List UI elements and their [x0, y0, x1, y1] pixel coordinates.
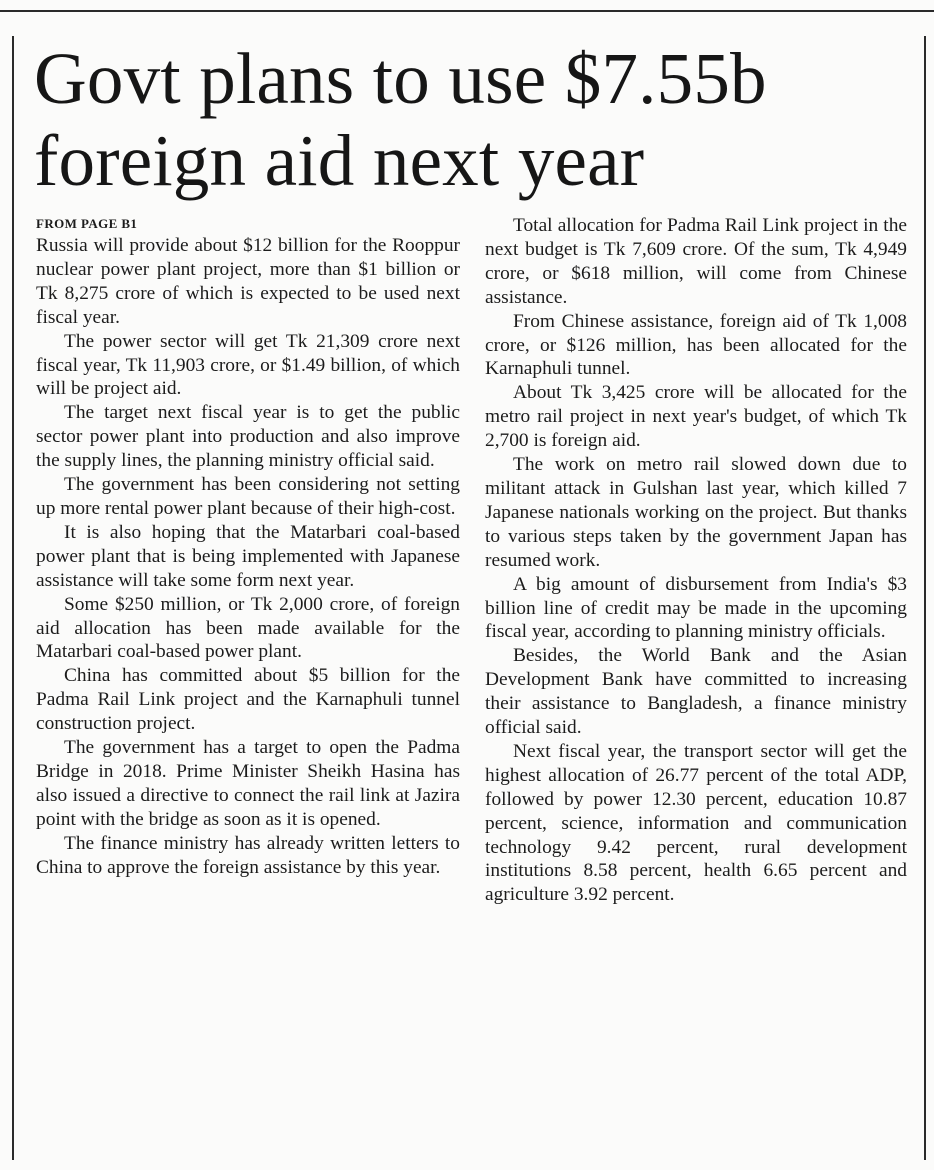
paragraph: The government has a target to open the Padma Bridge in 2018. Prime Minister Sheikh Hasina has also issued a directive to connect the rail link at Jazira point with the bridge as soon as it is opened. [36, 737, 460, 830]
paragraph: Russia will provide about $12 billion for the Rooppur nuclear power plant project, more than $1 billion or Tk 8,275 crore of which is expected to be used next fiscal year. [36, 235, 460, 328]
paragraph: The target next fiscal year is to get the public sector power plant into production and also improve the supply lines, the planning ministry official said. [36, 402, 460, 472]
paragraph: The government has been considering not setting up more rental power plant because of their high-cost. [36, 474, 460, 519]
paragraph: It is also hoping that the Matarbari coal-based power plant that is being implemented with Japanese assistance will take some form next year. [36, 521, 460, 591]
right-column [485, 214, 907, 907]
paragraph: Total allocation for Padma Rail Link project in the next budget is Tk 7,609 crore. Of the sum, Tk 4,949 crore, or $618 million, will come from Chinese assistance. [485, 215, 907, 308]
paragraph: A big amount of disbursement from India's $3 billion line of credit may be made in the upcoming fiscal year, according to planning ministry officials. [485, 573, 907, 643]
paragraph: China has committed about $5 billion for the Padma Rail Link project and the Karnaphuli tunnel construction project. [36, 665, 460, 735]
headline [34, 38, 914, 202]
paragraph: Next fiscal year, the transport sector will get the highest allocation of 26.77 percent of the total ADP, followed by power 12.30 percent, education 10.87 percent, science, information and communication technology 9.42 percent, rural development institutions 8.58 percent, health 6.65 percent and agriculture 3.92 percent. [485, 740, 907, 906]
paragraph: The work on metro rail slowed down due to militant attack in Gulshan last year, which killed 7 Japanese nationals working on the project. But thanks to various steps taken by the government Japan has resumed work. [485, 454, 907, 571]
top-rule [0, 10, 934, 12]
right-rule [924, 36, 926, 1160]
headline-line-2: foreign aid next year [34, 120, 645, 201]
paragraph: The power sector will get Tk 21,309 crore next fiscal year, Tk 11,903 crore, or $1.49 billion, of which will be project aid. [36, 330, 460, 400]
paragraph: Some $250 million, or Tk 2,000 crore, of foreign aid allocation has been made available for the Matarbari coal-based power plant. [36, 593, 460, 663]
left-rule [12, 36, 14, 1160]
paragraph: Besides, the World Bank and the Asian Development Bank have committed to increasing their assistance to Bangladesh, a finance ministry official said. [485, 645, 907, 739]
paragraph: About Tk 3,425 crore will be allocated for the metro rail project in next year's budget, of which Tk 2,700 is foreign aid. [485, 382, 907, 452]
kicker: FROM PAGE B1 [36, 216, 138, 231]
left-column [36, 214, 460, 879]
headline-line-1: Govt plans to use $7.55b [34, 38, 767, 119]
paragraph: The finance ministry has already written letters to China to approve the foreign assistance by this year. [36, 832, 460, 878]
paragraph: From Chinese assistance, foreign aid of Tk 1,008 crore, or $126 million, has been allocated for the Karnaphuli tunnel. [485, 310, 907, 380]
